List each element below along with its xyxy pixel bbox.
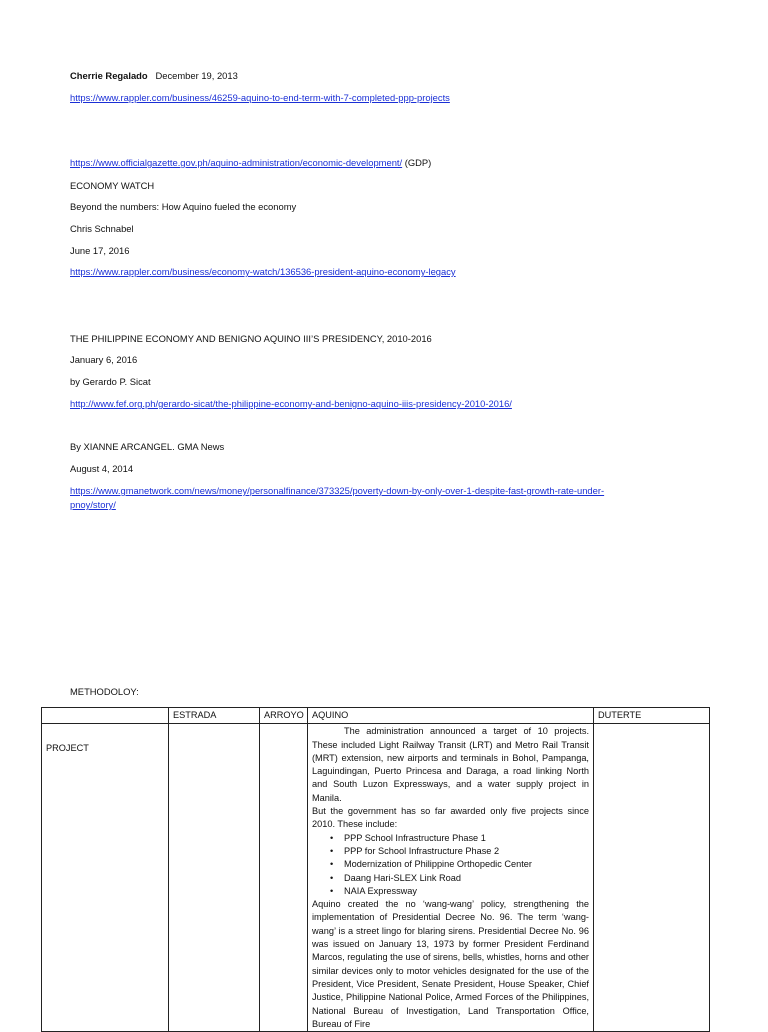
methodology-label: METHODOLOY: xyxy=(70,686,139,697)
row-label: PROJECT xyxy=(42,724,169,1032)
article-date: June 17, 2016 xyxy=(70,245,130,256)
article-author: Chris Schnabel xyxy=(70,223,134,234)
table-row xyxy=(42,724,710,1032)
table-cell-aquino xyxy=(308,724,594,1032)
article-date: January 6, 2016 xyxy=(70,354,138,365)
aquino-paragraph: But the government has so far awarded only five projects since 2010. These include: xyxy=(312,806,589,830)
link-suffix: (GDP) xyxy=(402,157,432,168)
citation-link[interactable]: https://www.gmanetwork.com/news/money/personalfinance/373325/poverty-down-by-only-over-1-despite-fast-growth-rate-under- xyxy=(70,485,605,496)
list-item: • PPP for School Infrastructure Phase 2 xyxy=(344,845,589,858)
list-item: • Daang Hari-SLEX Link Road xyxy=(344,872,589,885)
article-title: THE PHILIPPINE ECONOMY AND BENIGNO AQUINO III’S PRESIDENCY, 2010-2016 xyxy=(70,333,432,344)
list-item: • PPP School Infrastructure Phase 1 xyxy=(344,832,589,845)
section-label: ECONOMY WATCH xyxy=(70,180,155,191)
citation-link[interactable]: https://www.rappler.com/business/46259-aquino-to-end-term-with-7-completed-ppp-projects xyxy=(70,92,450,103)
table-header-cell xyxy=(42,708,169,724)
citation-1-header xyxy=(70,70,238,82)
table-header-row xyxy=(42,708,710,724)
author-name: Cherrie Regalado xyxy=(70,70,148,81)
article-title: Beyond the numbers: How Aquino fueled the economy xyxy=(70,201,297,212)
table-cell-duterte xyxy=(594,724,710,1032)
article-author: By XIANNE ARCANGEL. GMA News xyxy=(70,441,225,452)
article-author: by Gerardo P. Sicat xyxy=(70,376,151,387)
comparison-table xyxy=(41,707,710,1032)
article-date: August 4, 2014 xyxy=(70,463,134,474)
table-header-cell: AQUINO xyxy=(308,708,594,724)
table-header-cell: DUTERTE xyxy=(594,708,710,724)
table-header-cell: ESTRADA xyxy=(169,708,260,724)
list-item: • Modernization of Philippine Orthopedic Center xyxy=(344,858,589,871)
citation-link[interactable]: http://www.fef.org.ph/gerardo-sicat/the-philippine-economy-and-benigno-aquino-iiis-presidency-2010-2016/ xyxy=(70,398,512,409)
table-cell-estrada xyxy=(169,724,260,1032)
aquino-paragraph: Aquino created the no ‘wang-wang’ policy, strengthening the implementation of Presidential Decree No. 96. The term ‘wang-wang’ is a street lingo for blaring sirens. Presidential Decree No. 96 was issued on January 13, 1973 by former President Ferdinand Marcos, regulating the use of sirens, bells, whistles, horns and other similar devices only to motor vehicles designated for the use of the President, Vice President, Senate President, House Speaker, Chief Justice, Philippine National Police, Armed Forces of the Philippines, National Bureau of Investigation, Land Transportation Office, Bureau of Fire xyxy=(312,899,589,1029)
table-header-cell: ARROYO xyxy=(260,708,308,724)
list-item: • NAIA Expressway xyxy=(344,885,589,898)
aquino-paragraph: The administration announced a target of 10 projects. These included Light Railway Transit (LRT) and Metro Rail Transit (MRT) extension, new airports and terminals in Bohol, Pampanga, Laguindingan, Puerto Princesa and Daraga, a road linking North and South Luzon Expressways, and a water supply project in Manila. xyxy=(312,726,589,803)
table-cell-arroyo xyxy=(260,724,308,1032)
project-list xyxy=(312,832,589,898)
citation-link-continued[interactable]: pnoy/story/ xyxy=(70,499,116,510)
citation-link[interactable]: https://www.rappler.com/business/economy-watch/136536-president-aquino-economy-legacy xyxy=(70,266,456,277)
citation-date: December 19, 2013 xyxy=(155,70,238,81)
citation-link[interactable]: https://www.officialgazette.gov.ph/aquino-administration/economic-development/ xyxy=(70,157,403,168)
